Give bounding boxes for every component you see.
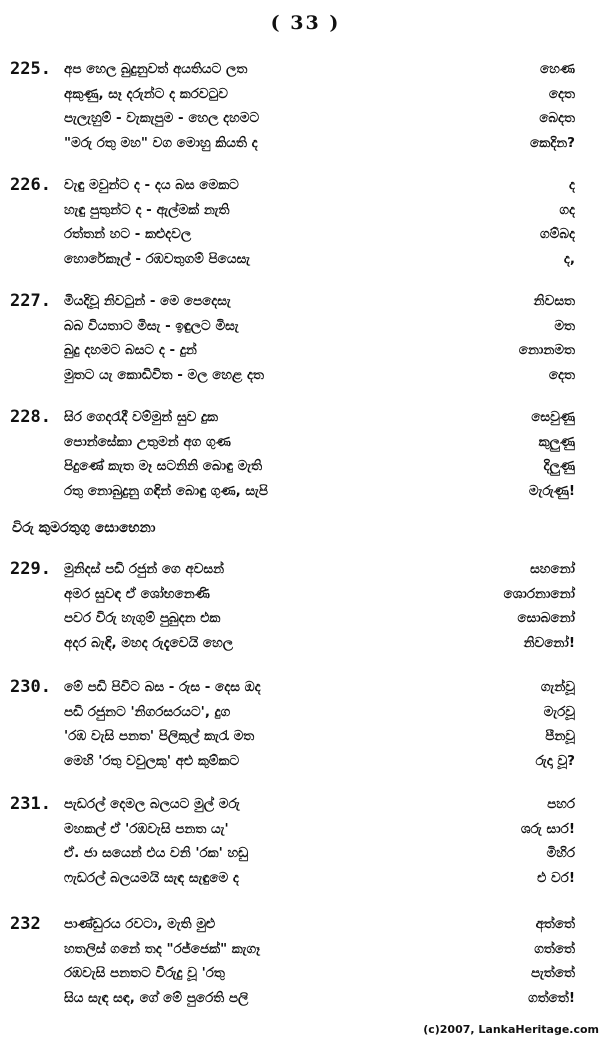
stanza-number: 228. — [10, 407, 51, 427]
verse-line — [0, 557, 611, 582]
verse-line — [0, 961, 611, 986]
verse-line — [0, 582, 611, 607]
verse-line — [0, 82, 611, 107]
rhyme-word: මත — [554, 317, 575, 334]
verse-text: මෙහි 'රතු වවුලකු' අළු කුම්කට — [64, 752, 240, 769]
stanza — [0, 792, 611, 890]
page-number: ( 33 ) — [270, 12, 341, 34]
rhyme-word: පැත්තේ — [530, 965, 575, 981]
verse-line — [0, 700, 611, 725]
rhyme-word: මැරුණු! — [528, 482, 575, 499]
rhyme-word: දිලුණු — [543, 458, 575, 474]
rhyme-word: කෙදින? — [530, 134, 575, 151]
rhyme-word: නිවනෝ! — [523, 634, 575, 651]
verse-line — [0, 405, 611, 430]
section-heading: විරු කුමරතුගු සොභෙනා — [12, 520, 156, 536]
verse-line — [0, 749, 611, 774]
verse-text: මහකල් ඒ 'රඹවැසි පනත යැ' — [64, 820, 229, 837]
verse-line — [0, 631, 611, 656]
rhyme-word: ශොරනානෝ — [503, 585, 575, 602]
rhyme-word: දෙත — [548, 366, 575, 383]
verse-text: ඒ. ජා සයෙන් එය වනි 'රක' හඩු — [64, 845, 249, 861]
stanza — [0, 57, 611, 155]
verse-line — [0, 198, 611, 223]
rhyme-word: ගම්බද — [539, 226, 575, 242]
verse-text: මුතට යැ කොඩිවිත - මල හෙළ දත — [64, 366, 265, 383]
verse-line — [0, 131, 611, 156]
rhyme-word: නිවසත — [533, 293, 575, 309]
verse-text: පැඩරල් දෙමල බලයට මුල් මරු — [64, 796, 240, 812]
stanza-number: 225. — [10, 59, 51, 79]
verse-line — [0, 986, 611, 1011]
verse-text: පැලැහුම් - වැකැපුම - හෙල දහමට — [64, 110, 260, 126]
rhyme-word: ගත්තේ! — [528, 989, 575, 1006]
stanza — [0, 912, 611, 1010]
rhyme-word: මැරවූ — [543, 703, 575, 720]
verse-text: මේ පඩි පිවිට බස - රුස - දෙස ඔද — [64, 679, 261, 695]
rhyme-word: දෙත — [548, 85, 575, 102]
stanza-number: 232 — [10, 914, 41, 934]
rhyme-word: ද — [569, 177, 575, 193]
rhyme-word: බෙදත — [539, 110, 575, 126]
verse-text: අමර සුවඳ ඒ ශෝභනෙණි — [64, 585, 210, 602]
verse-line — [0, 606, 611, 631]
verse-line — [0, 937, 611, 962]
verse-line — [0, 222, 611, 247]
verse-text: අප හෙල බුදුනුවත් අයතියට ලත — [64, 61, 248, 77]
verse-text: බුදු දහමට බසට ද - දුන් — [64, 342, 197, 358]
rhyme-word: රුදා වූ? — [535, 752, 575, 769]
verse-line — [0, 289, 611, 314]
verse-line — [0, 792, 611, 817]
rhyme-word: එ වර! — [537, 869, 575, 886]
rhyme-word: පහර — [547, 796, 575, 812]
rhyme-word: ගැන්වූ — [540, 679, 575, 695]
verse-text: "මරු රතු මහ" වග මොහු කියති ද — [64, 134, 258, 151]
rhyme-word: සොබනෝ — [517, 610, 575, 626]
rhyme-word: ගත්තේ — [534, 940, 575, 957]
verse-line — [0, 57, 611, 82]
verse-text: පඩි රජුනට 'නිගරසරයට', දුග — [64, 703, 231, 720]
verse-line — [0, 247, 611, 272]
verse-text: සිර ගෙදරැදී වම්මුන් සුව දුක — [64, 409, 218, 425]
verse-text: 'රඹ වැසි පනත' පිලිකුල් කැරැ මත — [64, 728, 255, 744]
stanza-number: 231. — [10, 794, 51, 814]
verse-text: මුනිදස් පඩි රජුන් ගෙ අවසන් — [64, 561, 225, 577]
verse-text: පාණ්ඩුරය රවටා, මැති මුළු — [64, 916, 216, 932]
verse-line — [0, 338, 611, 363]
verse-line — [0, 479, 611, 504]
verse-line — [0, 724, 611, 749]
verse-text: රතු නොබුදුනු ගඳින් බොඳු ගුණ, සැපි — [64, 482, 269, 499]
stanza-number: 227. — [10, 291, 51, 311]
verse-text: හතලිස් ගනේ තද "රජ්ජෙක්" කැගෑ — [64, 940, 260, 957]
verse-text: ෆැඩරල් බලයමයි සැඳ සැඳුමෙ ද — [64, 869, 239, 886]
copyright-notice: (c)2007, LankaHeritage.com — [423, 1023, 599, 1036]
verse-line — [0, 363, 611, 388]
rhyme-word: සෙවුණු — [531, 409, 575, 425]
rhyme-word: අත්තේ — [535, 916, 575, 932]
rhyme-word: නොනමත — [518, 342, 575, 358]
rhyme-word: පීනවූ — [545, 728, 575, 744]
verse-text: පිදුණේ කැත මෑ සටනිනි බොඳු මැති — [64, 458, 263, 474]
rhyme-word: හෙණ — [540, 61, 575, 77]
verse-line — [0, 866, 611, 891]
verse-line — [0, 314, 611, 339]
verse-line — [0, 817, 611, 842]
rhyme-word: කුලුණු — [538, 433, 575, 450]
verse-text: පවර විරු හැගුම් පුබුදන එක — [64, 610, 221, 626]
stanza — [0, 405, 611, 503]
rhyme-word: ශරු සාර! — [520, 820, 575, 837]
rhyme-word: ද, — [563, 250, 575, 267]
verse-text: මියදිවූ නිවටුන් - මෙ පෙදෙසැ — [64, 293, 231, 309]
stanza-number: 226. — [10, 175, 51, 195]
stanza — [0, 173, 611, 271]
verse-line — [0, 912, 611, 937]
verse-line — [0, 173, 611, 198]
stanza-number: 229. — [10, 559, 51, 579]
rhyme-word: මිහිර — [546, 845, 575, 861]
rhyme-word: ගද — [559, 201, 575, 218]
verse-text: වැඳු මවුන්ට ද - දය බස මෙකට — [64, 177, 239, 193]
verse-text: සිය සැඳ සඳ, ගේ මේ පුරෙති පලි — [64, 989, 249, 1006]
rhyme-word: සහනෝ — [530, 561, 575, 577]
verse-line — [0, 841, 611, 866]
verse-line — [0, 106, 611, 131]
verse-text: රඹවැසි පනතට විරුදු වූ 'රතු — [64, 965, 225, 981]
stanza — [0, 675, 611, 773]
stanza-number: 230. — [10, 677, 51, 697]
verse-text: හොරේකෑල් - රඹවතුගම් පියෙසැ — [64, 250, 251, 267]
verse-line — [0, 430, 611, 455]
stanza — [0, 289, 611, 387]
verse-text: අකුණු, සෑ දරුන්ට ද කරවටුව — [64, 85, 229, 102]
verse-text: රත්තන් හට - කළුදවල — [64, 226, 192, 242]
verse-text: හැඳු පුතුන්ට ද - ඇල්මක් නැති — [64, 201, 230, 218]
verse-text: අදර බැඳි, මහද රුදැවෙයි හෙල — [64, 634, 234, 651]
verse-line — [0, 675, 611, 700]
verse-text: බබ වියතාට මිසැ - ඉඳුලට මිසැ — [64, 317, 239, 334]
verse-line — [0, 454, 611, 479]
verse-text: පොන්සේකා උතුමන් අග ගුණ — [64, 433, 231, 450]
stanza — [0, 557, 611, 655]
